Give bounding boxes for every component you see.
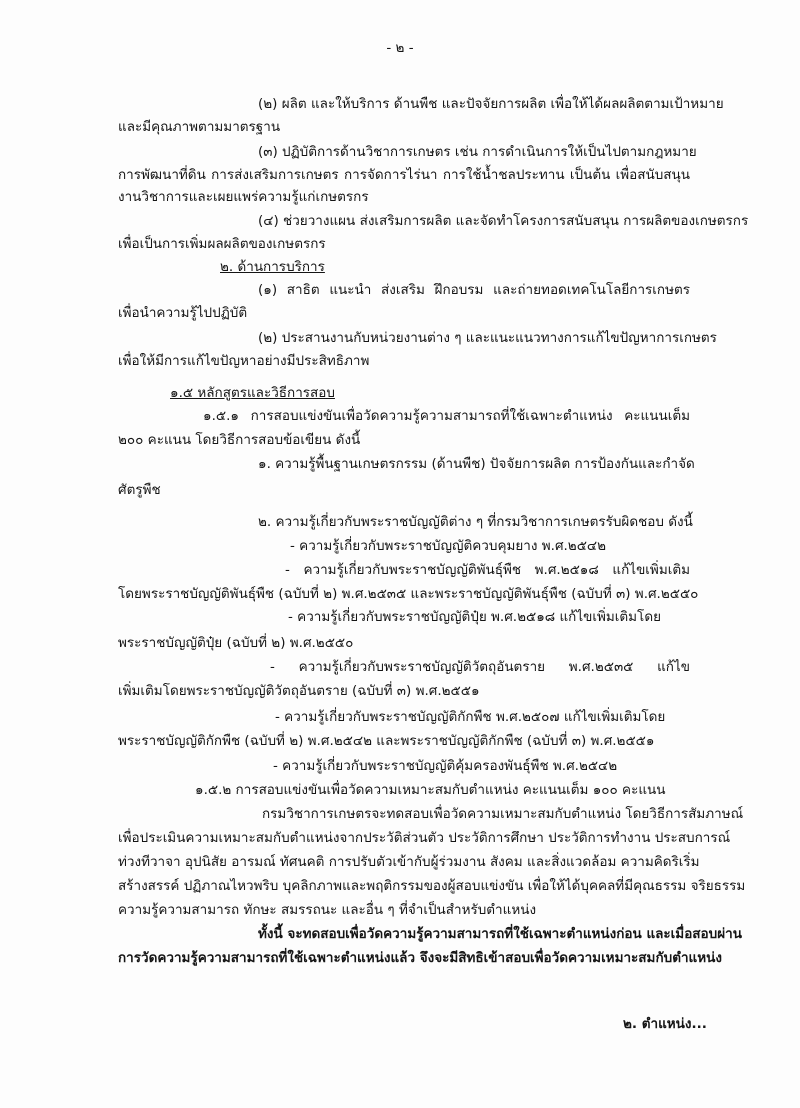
- paragraph-line: ๑.๕.๒ การสอบแข่งขันเพื่อวัดความเหมาะสมกับตำแหน่ง คะแนนเต็ม ๑๐๐ คะแนน: [195, 782, 666, 798]
- paragraph-line: เพื่อนำความรู้ไปปฏิบัติ: [118, 305, 248, 321]
- list-item: - ความรู้เกี่ยวกับพระราชบัญญัติกักพืช พ.ศ.๒๕๐๗ แก้ไขเพิ่มเติมโดย: [275, 709, 666, 725]
- paragraph-line: กรมวิชาการเกษตรจะทดสอบเพื่อวัดความเหมาะสมกับตำแหน่ง โดยวิธีการสัมภาษณ์: [262, 806, 744, 822]
- list-item: - ความรู้เกี่ยวกับพระราชบัญญัติควบคุมยาง พ.ศ.๒๕๔๒: [290, 538, 607, 554]
- paragraph-line: เพื่อประเมินความเหมาะสมกับตำแหน่งจากประวัติส่วนตัว ประวัติการศึกษา ประวัติการทำงาน ประสบการณ์: [118, 830, 731, 846]
- paragraph-line: (๑) สาธิต แนะนำ ส่งเสริม ฝึกอบรม และถ่ายทอดเทคโนโลยีการเกษตร: [258, 282, 690, 298]
- paragraph-line: ศัตรูพืช: [118, 482, 161, 498]
- page-number: - ๒ -: [386, 40, 414, 56]
- paragraph-line: (๓) ปฏิบัติการด้านวิชาการเกษตร เช่น การดำเนินการให้เป็นไปตามกฎหมาย: [258, 144, 697, 160]
- bold-note-line: การวัดความรู้ความสามารถที่ใช้เฉพาะตำแหน่งแล้ว จึงจะมีสิทธิเข้าสอบเพื่อวัดความเหมาะสมกับตำแหน่ง: [118, 950, 722, 966]
- paragraph-line: โดยพระราชบัญญัติพันธุ์พืช (ฉบับที่ ๒) พ.ศ.๒๕๓๕ และพระราชบัญญัติพันธุ์พืช (ฉบับที่ ๓) พ.ศ.๒๕๕๐: [118, 586, 699, 602]
- paragraph-line: การพัฒนาที่ดิน การส่งเสริมการเกษตร การจัดการไร่นา การใช้น้ำชลประทาน เป็นต้น เพื่อสนับสนุน: [118, 167, 690, 183]
- list-item: - ความรู้เกี่ยวกับพระราชบัญญัติพันธุ์พืช พ.ศ.๒๕๑๘ แก้ไขเพิ่มเติม: [285, 562, 690, 578]
- paragraph-line: เพื่อเป็นการเพิ่มผลผลิตของเกษตรกร: [118, 236, 326, 252]
- paragraph-line: ๑.๕.๑ การสอบแข่งขันเพื่อวัดความรู้ความสามารถที่ใช้เฉพาะตำแหน่ง คะแนนเต็ม: [203, 408, 690, 424]
- paragraph-line: (๒) ผลิต และให้บริการ ด้านพืช และปัจจัยการผลิต เพื่อให้ได้ผลผลิตตามเป้าหมาย: [258, 96, 724, 112]
- continuation-marker: ๒. ตำแหน่ง...: [623, 1016, 707, 1032]
- list-item: - ความรู้เกี่ยวกับพระราชบัญญัติคุ้มครองพันธุ์พืช พ.ศ.๒๕๔๒: [273, 758, 618, 774]
- paragraph-line: ความรู้ความสามารถ ทักษะ สมรรถนะ และอื่น ๆ ที่จำเป็นสำหรับตำแหน่ง: [118, 902, 537, 918]
- paragraph-line: (๔) ช่วยวางแผน ส่งเสริมการผลิต และจัดทำโครงการสนับสนุน การผลิตของเกษตรกร: [258, 213, 749, 229]
- paragraph-line: ๒. ความรู้เกี่ยวกับพระราชบัญญัติต่าง ๆ ที่กรมวิชาการเกษตรรับผิดชอบ ดังนี้: [258, 514, 693, 530]
- paragraph-line: เพิ่มเติมโดยพระราชบัญญัติวัตถุอันตราย (ฉบับที่ ๓) พ.ศ.๒๕๕๑: [118, 683, 480, 699]
- list-item: - ความรู้เกี่ยวกับพระราชบัญญัติวัตถุอันตราย พ.ศ.๒๕๓๕ แก้ไข: [270, 659, 690, 675]
- paragraph-line: งานวิชาการและเผยแพร่ความรู้แก่เกษตรกร: [118, 189, 369, 205]
- paragraph-line: พระราชบัญญัติปุ๋ย (ฉบับที่ ๒) พ.ศ.๒๕๕๐: [118, 635, 354, 651]
- paragraph-line: ๒๐๐ คะแนน โดยวิธีการสอบข้อเขียน ดังนี้: [118, 432, 361, 448]
- paragraph-line: สร้างสรรค์ ปฏิภาณไหวพริบ บุคลิกภาพและพฤติกรรมของผู้สอบแข่งขัน เพื่อให้ได้บุคคลที่มีคุณธรรม จริยธรรม: [118, 878, 746, 894]
- paragraph-line: พระราชบัญญัติกักพืช (ฉบับที่ ๒) พ.ศ.๒๕๔๒ และพระราชบัญญัติกักพืช (ฉบับที่ ๓) พ.ศ.๒๕๕๑: [118, 733, 655, 749]
- section-heading: ๑.๕ หลักสูตรและวิธีการสอบ: [170, 385, 335, 401]
- paragraph-line: ท่วงทีวาจา อุปนิสัย อารมณ์ ทัศนคติ การปรับตัวเข้ากับผู้ร่วมงาน สังคม และสิ่งแวดล้อม ความคิดริเริ่ม: [118, 854, 700, 870]
- list-item: - ความรู้เกี่ยวกับพระราชบัญญัติปุ๋ย พ.ศ.๒๕๑๘ แก้ไขเพิ่มเติมโดย: [288, 609, 661, 625]
- paragraph-line: (๒) ประสานงานกับหน่วยงานต่าง ๆ และแนะแนวทางการแก้ไขปัญหาการเกษตร: [258, 330, 717, 346]
- paragraph-line: ๑. ความรู้พื้นฐานเกษตรกรรม (ด้านพืช) ปัจจัยการผลิต การป้องกันและกำจัด: [258, 456, 695, 472]
- paragraph-line: เพื่อให้มีการแก้ไขปัญหาอย่างมีประสิทธิภาพ: [118, 353, 370, 369]
- bold-note-line: ทั้งนี้ จะทดสอบเพื่อวัดความรู้ความสามารถที่ใช้เฉพาะตำแหน่งก่อน และเมื่อสอบผ่าน: [258, 926, 742, 942]
- paragraph-line: และมีคุณภาพตามมาตรฐาน: [118, 119, 281, 135]
- section-heading: ๒. ด้านการบริการ: [220, 259, 325, 275]
